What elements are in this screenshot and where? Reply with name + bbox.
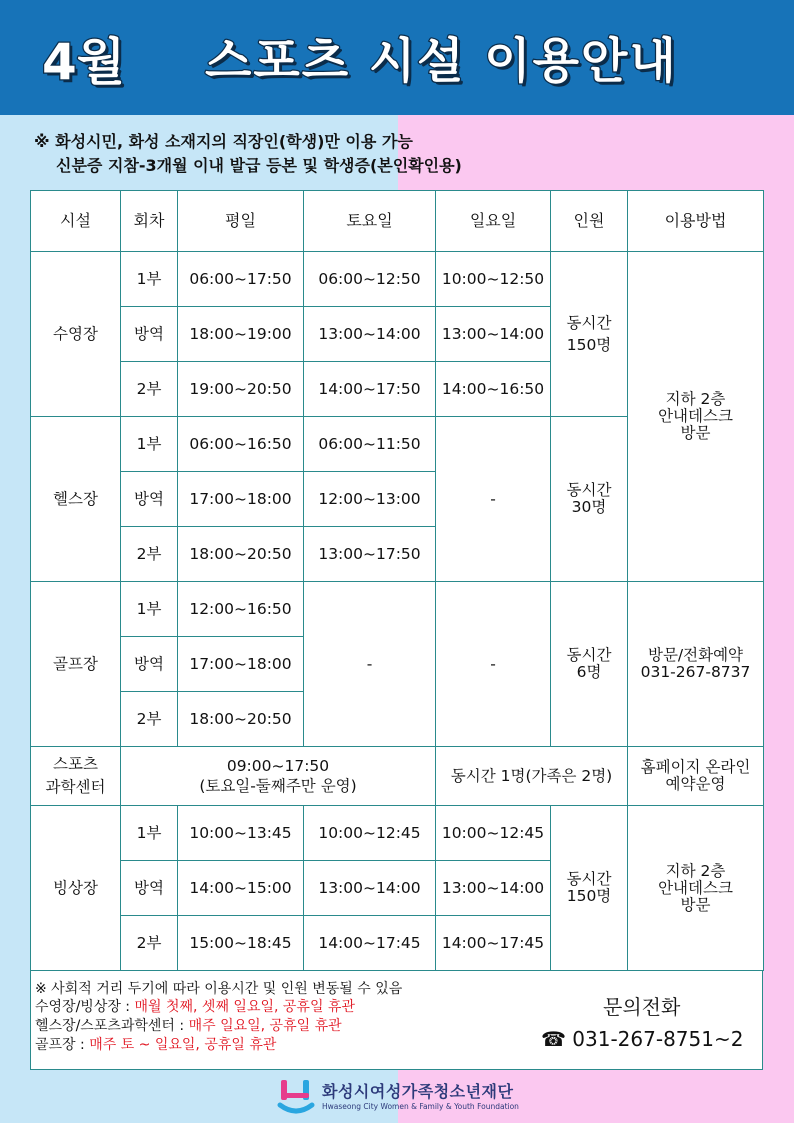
weekday-cell: 18:00~20:50 xyxy=(178,527,304,582)
gym-capacity xyxy=(551,417,628,582)
saturday-cell: 06:00~11:50 xyxy=(304,417,436,472)
foundation-english-name: Hwaseong City Women & Family & Youth Foundation xyxy=(322,1102,519,1111)
rink-name: 빙상장 xyxy=(31,806,121,971)
rink-capacity-text: 동시간 150명 xyxy=(566,870,612,905)
header-banner xyxy=(0,0,794,115)
header-method: 이용방법 xyxy=(628,191,764,252)
golf-capacity-text: 동시간 6명 xyxy=(566,646,612,681)
science-hours-text: 09:00~17:50 (토요일-둘째주만 운영) xyxy=(199,757,357,795)
sunday-cell: 13:00~14:00 xyxy=(436,861,551,916)
session-cell: 방역 xyxy=(121,472,178,527)
rink-method xyxy=(628,806,764,971)
golf-saturday: - xyxy=(304,582,436,747)
inquiry-phone xyxy=(541,1027,743,1051)
gym-science-label: 헬스장/스포츠과학센터 : xyxy=(35,1018,189,1034)
session-cell: 1부 xyxy=(121,252,178,307)
header-sunday: 일요일 xyxy=(436,191,551,252)
rink-capacity xyxy=(551,806,628,971)
session-cell: 1부 xyxy=(121,806,178,861)
eligibility-notice xyxy=(34,130,462,178)
session-cell: 방역 xyxy=(121,861,178,916)
session-cell: 2부 xyxy=(121,527,178,582)
saturday-cell: 13:00~17:50 xyxy=(304,527,436,582)
pool-name: 수영장 xyxy=(31,252,121,417)
notice-line-1: ※ 화성시민, 화성 소재지의 직장인(학생)만 이용 가능 xyxy=(34,132,413,151)
sunday-cell: 14:00~16:50 xyxy=(436,362,551,417)
sunday-cell: 10:00~12:50 xyxy=(436,252,551,307)
sunday-cell: 14:00~17:45 xyxy=(436,916,551,971)
table-row xyxy=(31,747,764,806)
gym-science-closure xyxy=(35,1017,342,1035)
sunday-cell: 13:00~14:00 xyxy=(436,307,551,362)
saturday-cell: 13:00~14:00 xyxy=(304,861,436,916)
inquiry-phone-number[interactable]: 031-267-8751~2 xyxy=(572,1027,744,1051)
session-cell: 2부 xyxy=(121,692,178,747)
golf-method-text: 방문/전화예약 031-267-8737 xyxy=(640,646,751,681)
schedule-table xyxy=(30,190,764,971)
weekday-cell: 18:00~19:00 xyxy=(178,307,304,362)
science-name-text: 스포츠 과학센터 xyxy=(45,755,106,796)
golf-capacity xyxy=(551,582,628,747)
header-saturday: 토요일 xyxy=(304,191,436,252)
weekday-cell: 15:00~18:45 xyxy=(178,916,304,971)
saturday-cell: 13:00~14:00 xyxy=(304,307,436,362)
session-cell: 2부 xyxy=(121,916,178,971)
session-cell: 방역 xyxy=(121,637,178,692)
pool-rink-label: 수영장/빙상장 : xyxy=(35,999,135,1015)
saturday-cell: 14:00~17:45 xyxy=(304,916,436,971)
golf-closed-days: 매주 토 ~ 일요일, 공휴일 휴관 xyxy=(89,1037,277,1053)
weekday-cell: 17:00~18:00 xyxy=(178,637,304,692)
notice-line-2: 신분증 지참-3개월 이내 발급 등본 및 학생증(본인확인용) xyxy=(56,156,462,175)
inquiry-label: 문의전화 xyxy=(603,995,681,1019)
gym-science-closed-days: 매주 일요일, 공휴일 휴관 xyxy=(188,1018,342,1034)
session-cell: 1부 xyxy=(121,417,178,472)
science-capacity: 동시간 1명(가족은 2명) xyxy=(436,747,628,806)
foundation-logo xyxy=(276,1075,536,1119)
session-cell: 방역 xyxy=(121,307,178,362)
science-method xyxy=(628,747,764,806)
pool-rink-closed-days: 매월 첫째, 셋째 일요일, 공휴일 휴관 xyxy=(134,999,355,1015)
weekday-cell: 06:00~17:50 xyxy=(178,252,304,307)
session-cell: 2부 xyxy=(121,362,178,417)
foundation-name: 화성시여성가족청소년재단 xyxy=(322,1082,514,1101)
gym-sunday: - xyxy=(436,417,551,582)
table-row xyxy=(31,582,764,637)
header-facility: 시설 xyxy=(31,191,121,252)
golf-sunday: - xyxy=(436,582,551,747)
footer-notes xyxy=(30,971,763,1070)
science-hours xyxy=(121,747,436,806)
gym-name: 헬스장 xyxy=(31,417,121,582)
saturday-cell: 10:00~12:45 xyxy=(304,806,436,861)
weekday-cell: 10:00~13:45 xyxy=(178,806,304,861)
header-session: 회차 xyxy=(121,191,178,252)
session-cell: 1부 xyxy=(121,582,178,637)
weekday-cell: 06:00~16:50 xyxy=(178,417,304,472)
weekday-cell: 12:00~16:50 xyxy=(178,582,304,637)
page-title: 스포츠 시설 이용안내 xyxy=(205,33,678,89)
saturday-cell: 12:00~13:00 xyxy=(304,472,436,527)
golf-method xyxy=(628,582,764,747)
table-row xyxy=(31,806,764,861)
header-weekday: 평일 xyxy=(178,191,304,252)
pool-method-text: 지하 2층 안내데스크 방문 xyxy=(658,390,733,442)
distancing-note: ※ 사회적 거리 두기에 따라 이용시간 및 인원 변동될 수 있음 xyxy=(35,981,403,997)
gym-capacity-text: 동시간 30명 xyxy=(566,481,612,516)
pool-capacity xyxy=(551,252,628,417)
phone-icon: ☎ xyxy=(541,1027,566,1051)
pool-gym-method xyxy=(628,252,764,582)
rink-method-text: 지하 2층 안내데스크 방문 xyxy=(658,861,733,914)
golf-name: 골프장 xyxy=(31,582,121,747)
table-header-row xyxy=(31,191,764,252)
weekday-cell: 17:00~18:00 xyxy=(178,472,304,527)
header-capacity: 인원 xyxy=(551,191,628,252)
pool-capacity-text: 동시간 150명 xyxy=(566,314,612,354)
table-row xyxy=(31,252,764,307)
weekday-cell: 18:00~20:50 xyxy=(178,692,304,747)
golf-label: 골프장 : xyxy=(35,1037,90,1053)
foundation-logo-icon xyxy=(276,1077,316,1117)
saturday-cell: 14:00~17:50 xyxy=(304,362,436,417)
saturday-cell: 06:00~12:50 xyxy=(304,252,436,307)
golf-closure xyxy=(35,1036,276,1054)
pool-rink-closure xyxy=(35,998,355,1016)
weekday-cell: 14:00~15:00 xyxy=(178,861,304,916)
weekday-cell: 19:00~20:50 xyxy=(178,362,304,417)
science-name xyxy=(31,747,121,806)
sunday-cell: 10:00~12:45 xyxy=(436,806,551,861)
month-title: 4월 xyxy=(42,33,126,91)
science-method-text: 홈페이지 온라인 예약운영 xyxy=(640,758,751,793)
